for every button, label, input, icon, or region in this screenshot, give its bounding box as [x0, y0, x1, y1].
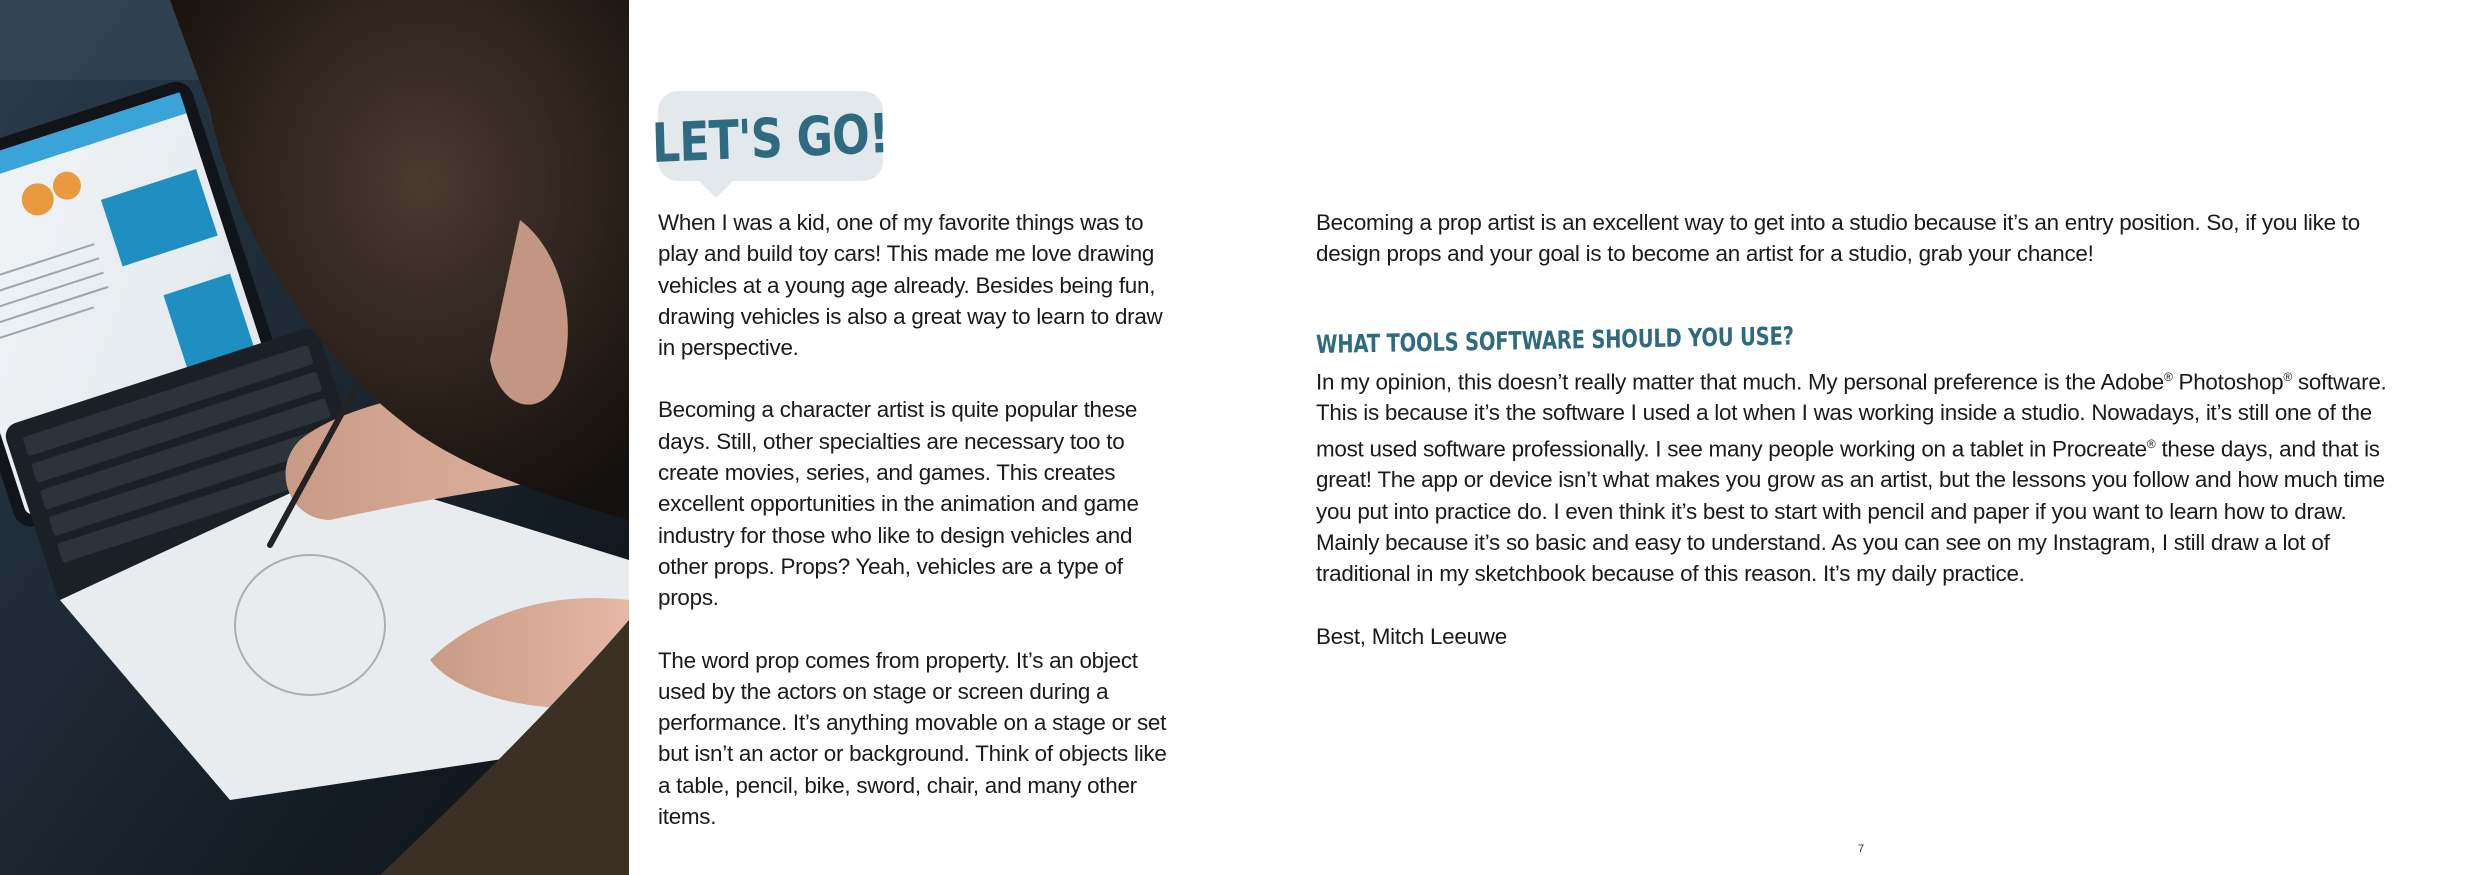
registered-mark: ® [2163, 369, 2173, 384]
paragraph-prop-definition: The word prop comes from property. It’s an object used by the actors on stage or screen during a performance. It’s anything movable on a stage or set but isn’t an actor or background. Think of objects like a table, pencil, bike, sword, chair, and many other items. [658, 647, 1167, 830]
paragraph-tools [1316, 362, 2411, 590]
section-heading: WHAT TOOLS SOFTWARE SHOULD YOU USE? [1315, 321, 1794, 359]
tools-text-part-4: these days, and that is great! The app or device isn’t what makes you grow as an artist, but the lessons you follow and how much time you put into practice do. I even think it’s best to start with pencil and paper if you want to learn how to draw. Mainly because it’s so basic and easy to understand. As you can see on my Instagram, I still draw a lot of traditional in my sketchbook because of this reason. It’s my daily practice. [1316, 436, 2385, 587]
paragraph-toy-cars: When I was a kid, one of my favorite things was to play and build toy cars! This made me love drawing vehicles at a young age already. Besides being fun, drawing vehicles is also a great way to learn to draw in perspective. [658, 210, 1163, 361]
left-column [658, 207, 1178, 832]
tools-text-part-1: In my opinion, this doesn’t really matter that much. My personal preference is the Adobe [1316, 369, 2164, 395]
page-title: LET'S GO! [651, 101, 890, 175]
paragraph-character-artist: Becoming a character artist is quite popular these days. Still, other specialties are necessary too to create movies, series, and games. This creates excellent opportunities in the animation and game industry for those who like to design vehicles and other props. Props? Yeah, vehicles are a type of props. [658, 397, 1139, 611]
cover-photo [0, 0, 629, 875]
registered-mark: ® [2146, 436, 2156, 451]
paragraph-prop-artist: Becoming a prop artist is an excellent way to get into a studio because it’s an entry position. So, if you like to design props and your goal is to become an artist for a studio, grab your chance! [1316, 210, 2360, 267]
signoff: Best, Mitch Leeuwe [1316, 623, 1507, 649]
tools-text-part-2: Photoshop [2172, 369, 2284, 395]
tools-text-part-3: software. This is because it’s the software I used a lot when I was working inside a studio. Nowadays, it’s still one of the most used software professionally. I see many people working on a tablet in Procreate [1316, 369, 2387, 462]
person-drawing-photo-icon [0, 0, 629, 875]
page-number: 7 [1858, 843, 1865, 855]
right-column [1316, 207, 2411, 652]
speech-bubble [651, 91, 890, 181]
registered-mark: ® [2283, 369, 2292, 384]
